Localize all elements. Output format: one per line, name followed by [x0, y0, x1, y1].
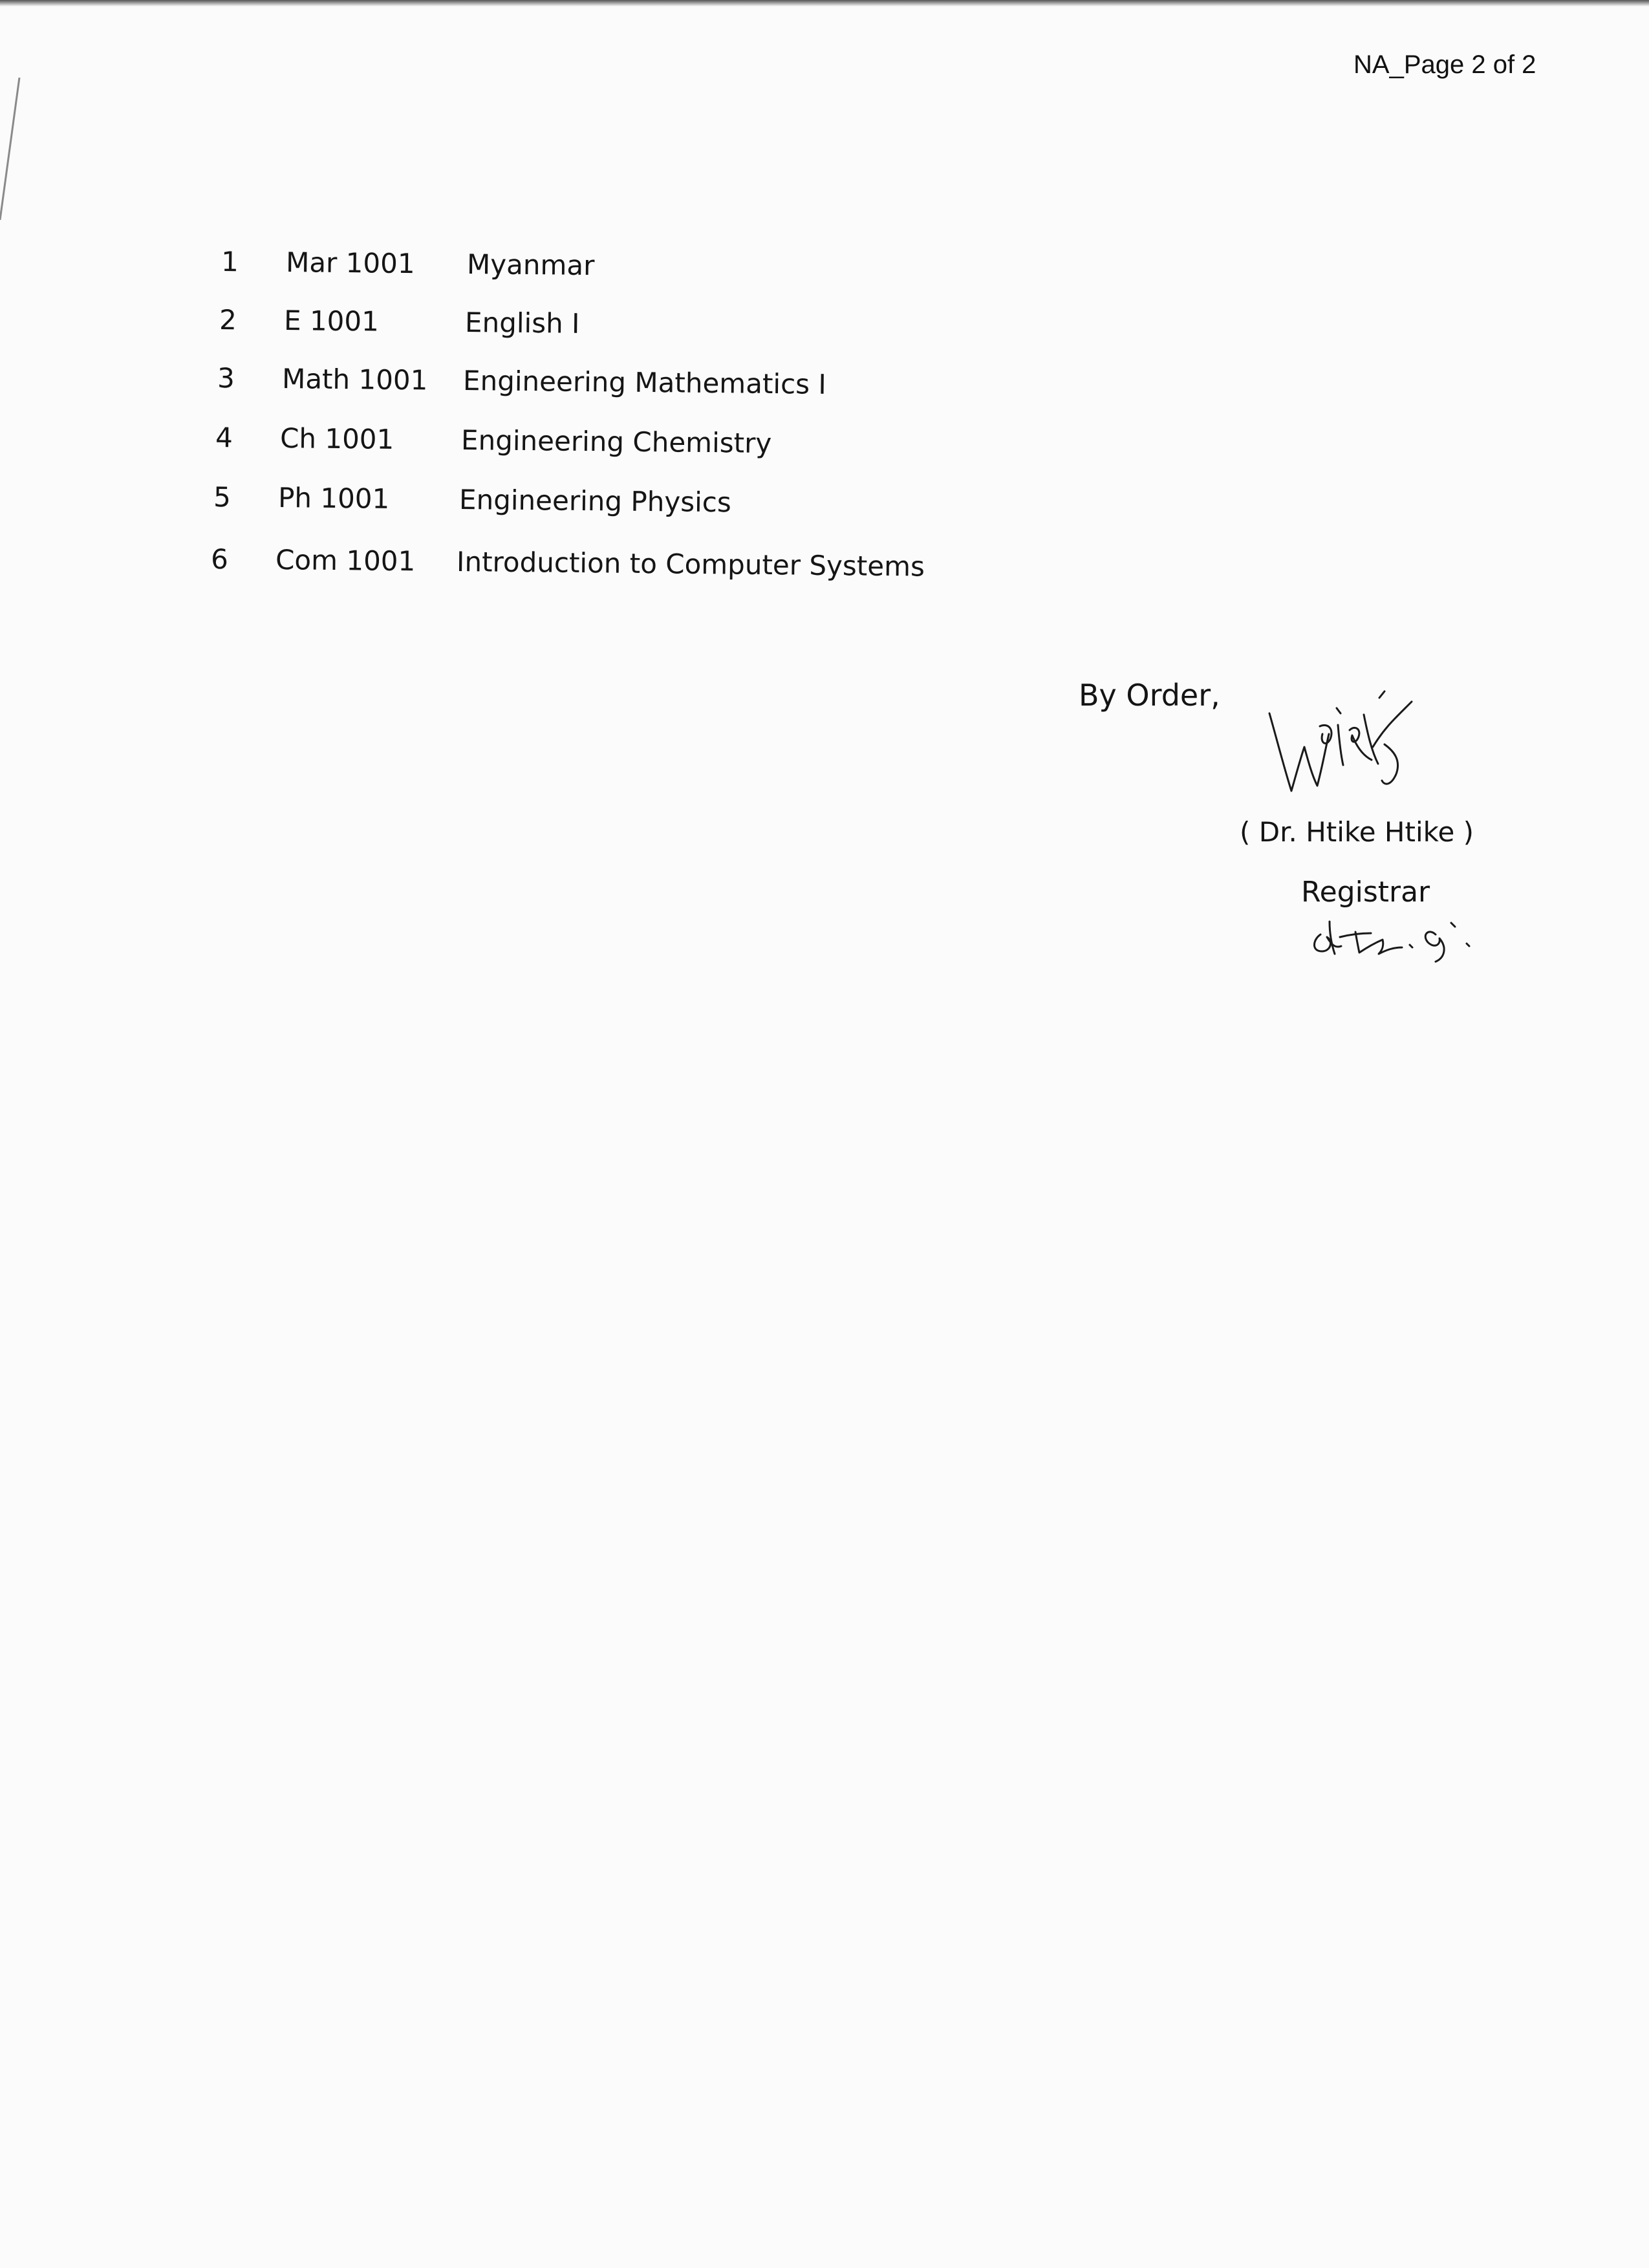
page-number: NA_Page 2 of 2: [1353, 50, 1536, 79]
handwritten-initials: [1301, 909, 1534, 967]
subject-number: 4: [215, 422, 233, 454]
subject-row: [221, 246, 595, 291]
subject-row: [215, 422, 772, 467]
subject-title: Engineering Chemistry: [460, 424, 772, 460]
registrar-name: ( Dr. Htike Htike ): [1240, 816, 1474, 848]
registrar-signature: [1258, 689, 1445, 818]
subject-code: Com 1001: [275, 544, 416, 578]
subject-number: 2: [219, 304, 237, 336]
subject-title: English I: [464, 306, 580, 340]
subject-number: 5: [213, 481, 232, 513]
subject-title: Engineering Mathematics I: [462, 364, 827, 400]
subject-title: Engineering Physics: [458, 483, 732, 519]
subject-code: Ph 1001: [277, 482, 390, 515]
subject-number: 6: [210, 543, 229, 576]
subject-row: [217, 362, 827, 407]
subject-code: E 1001: [283, 305, 380, 338]
subject-row: [213, 481, 732, 526]
subject-title: Myanmar: [466, 248, 595, 282]
subject-title: Introduction to Computer Systems: [456, 545, 925, 583]
subject-row: [219, 304, 580, 349]
paper-fold-mark: [0, 78, 26, 233]
subject-code: Math 1001: [281, 363, 428, 396]
subject-code: Mar 1001: [285, 246, 415, 280]
subject-number: 3: [217, 362, 235, 394]
by-order-text: By Order,: [1079, 678, 1220, 713]
subject-code: Ch 1001: [279, 422, 394, 455]
scan-edge-shadow: [0, 0, 1649, 6]
registrar-title: Registrar: [1301, 876, 1430, 909]
subject-number: 1: [221, 246, 239, 278]
